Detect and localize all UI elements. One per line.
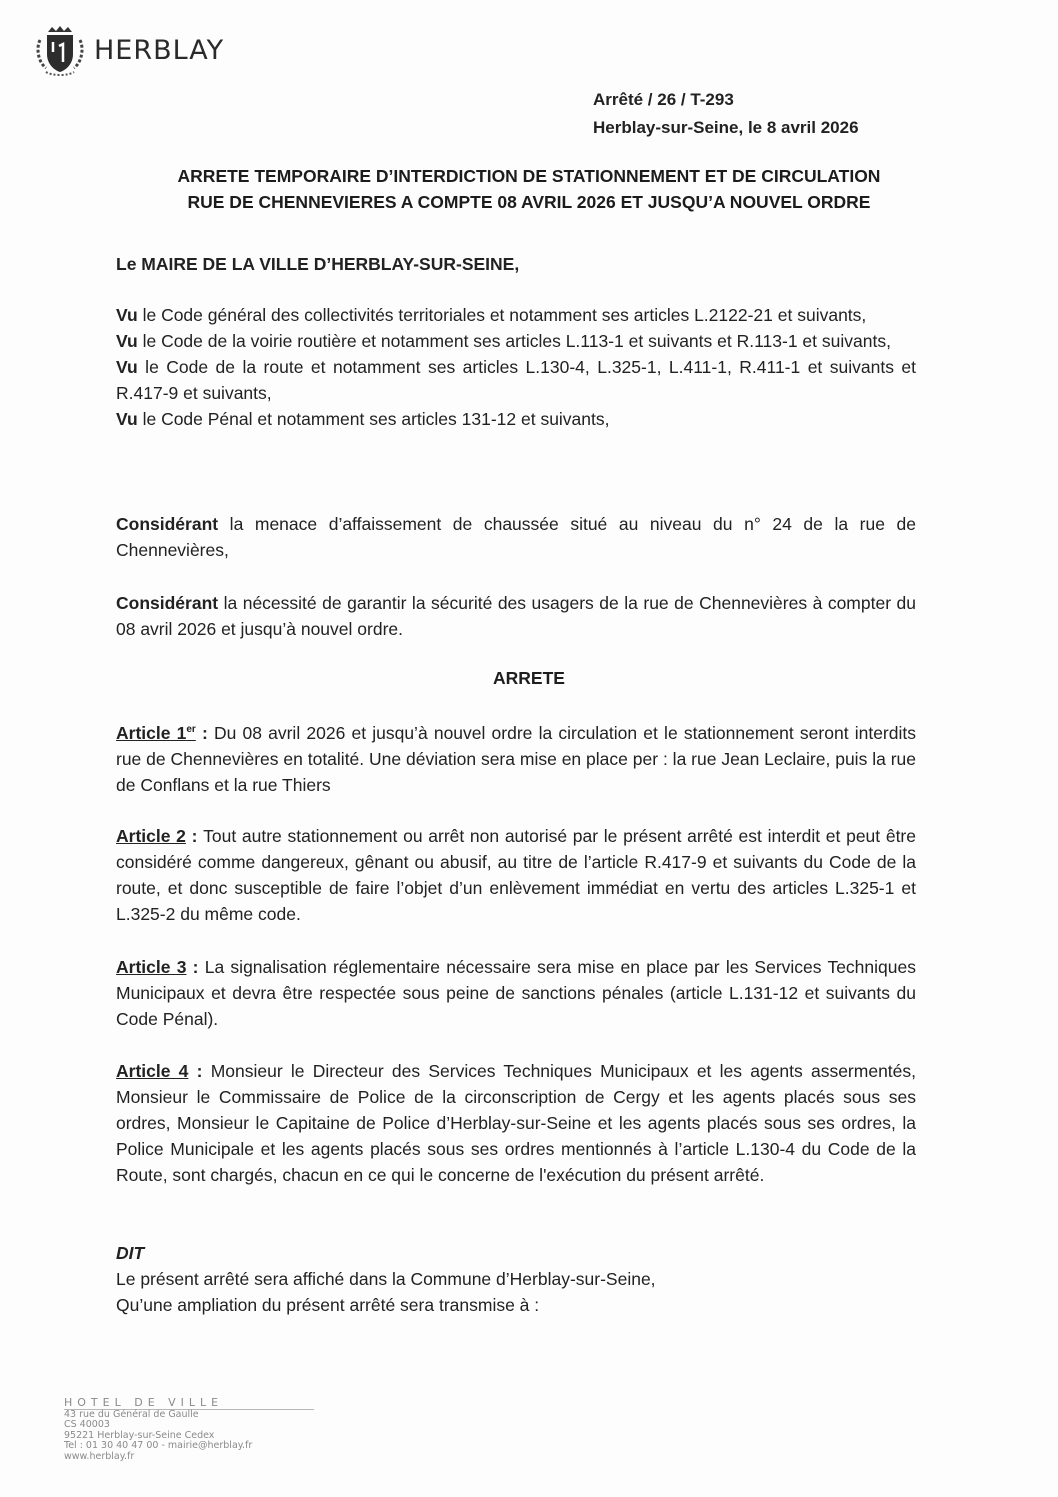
vu-item bbox=[116, 328, 916, 354]
considerant-text: la nécessité de garantir la sécurité des usagers de la rue de Chennevières à compter du 08 avril 2026 et jusqu’à nouvel ordre. bbox=[116, 593, 916, 639]
article-1 bbox=[116, 720, 916, 798]
vu-item bbox=[116, 406, 916, 432]
footer-address-2: CS 40003 bbox=[64, 1419, 110, 1430]
dit-line-1: Le présent arrêté sera affiché dans la Commune d’Herblay-sur-Seine, bbox=[116, 1269, 656, 1289]
article-text: La signalisation réglementaire nécessaire sera mise en place par les Services Techniques Municipaux et devra être respectée sous peine de sanctions pénales (article L.131-12 et suivants du Code Pénal). bbox=[116, 957, 916, 1029]
vu-section bbox=[116, 302, 916, 432]
article-4 bbox=[116, 1058, 916, 1188]
considerant-label: Considérant bbox=[116, 593, 219, 613]
herblay-logo bbox=[32, 22, 224, 78]
footer-heading: HOTEL DE VILLE bbox=[64, 1398, 314, 1410]
vu-label: Vu bbox=[116, 409, 138, 429]
article-label: Article 2 bbox=[116, 826, 186, 846]
vu-text: le Code Pénal et notamment ses articles 131-12 et suivants, bbox=[137, 409, 610, 429]
considerant-1 bbox=[116, 511, 916, 563]
arrete-heading: ARRETE bbox=[493, 668, 565, 688]
article-label: Article 4 bbox=[116, 1061, 189, 1081]
article-2 bbox=[116, 823, 916, 927]
decree-reference: Arrêté / 26 / T-293 bbox=[593, 90, 734, 109]
vu-item bbox=[116, 354, 916, 406]
footer-website: www.herblay.fr bbox=[64, 1450, 135, 1462]
article-separator: : bbox=[195, 723, 214, 743]
vu-text: le Code de la voirie routière et notamment ses articles L.113-1 et suivants et R.113-1 et suivants, bbox=[137, 331, 891, 351]
decree-title bbox=[0, 163, 1058, 215]
article-text: Du 08 avril 2026 et jusqu’à nouvel ordre la circulation et le stationnement seront interdits rue de Chennevières en totalité. Une déviation sera mise en place per : la rue Jean Leclaire, puis la rue de Conflans et la rue Thiers bbox=[116, 723, 916, 795]
article-separator: : bbox=[185, 826, 204, 846]
vu-label: Vu bbox=[116, 305, 138, 325]
vu-label: Vu bbox=[116, 357, 138, 377]
coat-of-arms-icon bbox=[32, 22, 88, 78]
dit-section bbox=[116, 1240, 916, 1318]
mayor-line: Le MAIRE DE LA VILLE D’HERBLAY-SUR-SEINE, bbox=[116, 254, 520, 274]
considerant-2 bbox=[116, 590, 916, 642]
article-text: Monsieur le Directeur des Services Techniques Municipaux et les agents assermentés, Monsieur le Commissaire de Police de la circonscription de Cergy et les agents placés sous ses ordres, Monsieur le Capitaine de Police d’Herblay-sur-Seine et les agents placés sous ses ordres, la Police Municipale et les agents placés sous ses ordres mentionnés à l’article L.130-4 du Code de la Route, sont chargés, chacun en ce qui le concerne de l'exécution du présent arrêté. bbox=[116, 1061, 917, 1185]
title-line-1: ARRETE TEMPORAIRE D’INTERDICTION DE STATIONNEMENT ET DE CIRCULATION bbox=[177, 166, 881, 186]
footer-contact: Tel : 01 30 40 47 00 - mairie@herblay.fr bbox=[64, 1440, 253, 1451]
dit-line-2: Qu’une ampliation du présent arrêté sera transmise à : bbox=[116, 1295, 540, 1315]
article-label: Article 3 bbox=[116, 957, 187, 977]
place-date: Herblay-sur-Seine, le 8 avril 2026 bbox=[593, 118, 859, 137]
considerant-label: Considérant bbox=[116, 514, 219, 534]
article-label: Article 1er bbox=[116, 723, 196, 743]
logo-text: HERBLAY bbox=[94, 34, 225, 66]
considerant-text: la menace d’affaissement de chaussée situé au niveau du n° 24 de la rue de Chennevières, bbox=[116, 514, 916, 560]
footer-address-1: 43 rue du Général de Gaulle bbox=[64, 1408, 199, 1420]
vu-text: le Code général des collectivités territoriales et notamment ses articles L.2122-21 et suivants, bbox=[137, 305, 867, 325]
article-separator: : bbox=[186, 957, 205, 977]
footer-address bbox=[64, 1398, 314, 1462]
dit-label: DIT bbox=[116, 1243, 145, 1263]
article-superscript: er bbox=[186, 724, 196, 736]
reference-block bbox=[593, 86, 859, 142]
footer-address-3: 95221 Herblay-sur-Seine Cedex bbox=[64, 1429, 215, 1441]
article-text: Tout autre stationnement ou arrêt non autorisé par le présent arrêté est interdit et peut être considéré comme dangereux, gênant ou abusif, au titre de l’article R.417-9 et suivants du Code de la route, et donc susceptible de faire l’objet d’un enlèvement immédiat en vertu des articles L.325-1 et L.325-2 du même code. bbox=[116, 826, 916, 924]
vu-text: le Code de la route et notamment ses articles L.130-4, L.325-1, L.411-1, R.411-1 et suivants et R.417-9 et suivants, bbox=[116, 357, 916, 403]
vu-item bbox=[116, 302, 916, 328]
article-3 bbox=[116, 954, 916, 1032]
vu-label: Vu bbox=[116, 331, 138, 351]
title-line-2: RUE DE CHENNEVIERES A COMPTE 08 AVRIL 2026 ET JUSQU’A NOUVEL ORDRE bbox=[187, 192, 871, 212]
article-separator: : bbox=[188, 1061, 211, 1081]
